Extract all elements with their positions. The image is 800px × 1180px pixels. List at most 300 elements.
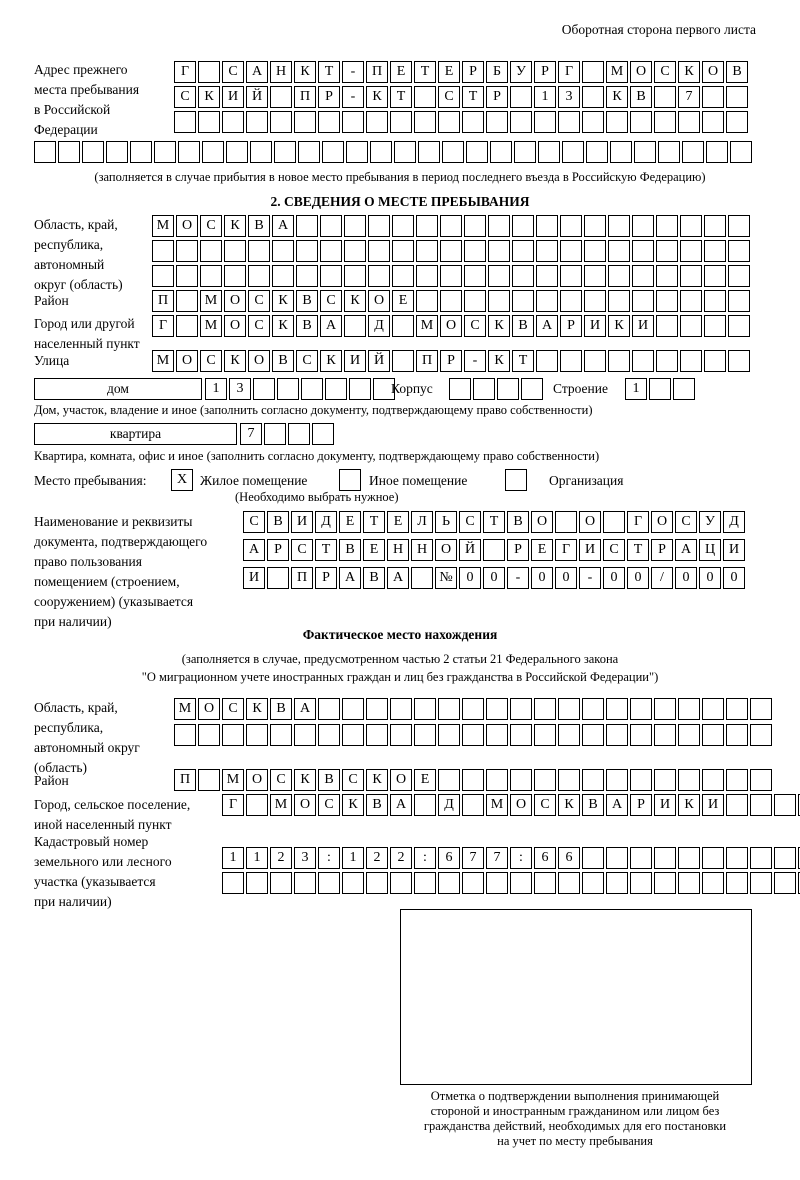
char-cell[interactable]: В xyxy=(248,215,270,237)
char-cell[interactable] xyxy=(392,265,414,287)
char-cell[interactable]: 1 xyxy=(625,378,647,400)
char-cell[interactable] xyxy=(630,724,652,746)
char-cell[interactable] xyxy=(726,769,748,791)
char-cell[interactable]: В xyxy=(318,769,340,791)
char-cell[interactable]: В xyxy=(270,698,292,720)
char-cell[interactable]: И xyxy=(632,315,654,337)
char-cell[interactable] xyxy=(486,724,508,746)
char-cell[interactable]: Л xyxy=(411,511,433,533)
char-cell[interactable]: С xyxy=(534,794,556,816)
char-cell[interactable] xyxy=(774,847,796,869)
char-cell[interactable]: У xyxy=(699,511,721,533)
char-cell[interactable]: И xyxy=(654,794,676,816)
char-cell[interactable] xyxy=(680,215,702,237)
actual-region-row-1[interactable] xyxy=(174,698,774,720)
char-cell[interactable]: С xyxy=(320,290,342,312)
char-cell[interactable] xyxy=(558,698,580,720)
char-cell[interactable] xyxy=(274,141,296,163)
place-type-checkbox-other[interactable] xyxy=(339,469,361,491)
char-cell[interactable]: / xyxy=(651,567,673,589)
char-cell[interactable] xyxy=(488,265,510,287)
char-cell[interactable] xyxy=(198,111,220,133)
char-cell[interactable] xyxy=(774,872,796,894)
char-cell[interactable]: М xyxy=(152,350,174,372)
char-cell[interactable] xyxy=(704,240,726,262)
char-cell[interactable]: К xyxy=(246,698,268,720)
char-cell[interactable] xyxy=(392,315,414,337)
char-cell[interactable]: О xyxy=(630,61,652,83)
char-cell[interactable] xyxy=(702,872,724,894)
char-cell[interactable] xyxy=(248,240,270,262)
char-cell[interactable] xyxy=(488,240,510,262)
char-cell[interactable] xyxy=(294,872,316,894)
char-cell[interactable]: И xyxy=(579,539,601,561)
char-cell[interactable] xyxy=(298,141,320,163)
char-cell[interactable] xyxy=(560,215,582,237)
char-cell[interactable] xyxy=(464,215,486,237)
place-type-checkbox-organization[interactable] xyxy=(505,469,527,491)
char-cell[interactable] xyxy=(440,265,462,287)
char-cell[interactable] xyxy=(222,111,244,133)
char-cell[interactable]: Г xyxy=(152,315,174,337)
char-cell[interactable]: К xyxy=(272,315,294,337)
char-cell[interactable] xyxy=(130,141,152,163)
char-cell[interactable]: О xyxy=(579,511,601,533)
char-cell[interactable]: Е xyxy=(387,511,409,533)
char-cell[interactable] xyxy=(370,141,392,163)
char-cell[interactable]: П xyxy=(152,290,174,312)
char-cell[interactable] xyxy=(603,511,625,533)
char-cell[interactable] xyxy=(366,872,388,894)
char-cell[interactable] xyxy=(464,265,486,287)
place-type-checkbox-residential[interactable]: X xyxy=(171,469,193,491)
char-cell[interactable]: В xyxy=(630,86,652,108)
house-number-boxes[interactable] xyxy=(205,378,397,400)
char-cell[interactable] xyxy=(510,86,532,108)
char-cell[interactable]: С xyxy=(291,539,313,561)
char-cell[interactable] xyxy=(630,769,652,791)
char-cell[interactable]: М xyxy=(174,698,196,720)
char-cell[interactable]: Р xyxy=(507,539,529,561)
char-cell[interactable] xyxy=(584,265,606,287)
char-cell[interactable] xyxy=(750,872,772,894)
char-cell[interactable]: Е xyxy=(438,61,460,83)
char-cell[interactable] xyxy=(438,698,460,720)
char-cell[interactable] xyxy=(246,111,268,133)
char-cell[interactable] xyxy=(344,240,366,262)
char-cell[interactable] xyxy=(555,511,577,533)
char-cell[interactable] xyxy=(174,724,196,746)
actual-city-row[interactable] xyxy=(222,794,800,816)
char-cell[interactable]: К xyxy=(558,794,580,816)
char-cell[interactable] xyxy=(536,350,558,372)
char-cell[interactable]: Т xyxy=(363,511,385,533)
char-cell[interactable] xyxy=(608,215,630,237)
char-cell[interactable]: Д xyxy=(315,511,337,533)
char-cell[interactable] xyxy=(680,350,702,372)
char-cell[interactable] xyxy=(368,215,390,237)
char-cell[interactable] xyxy=(296,215,318,237)
char-cell[interactable] xyxy=(610,141,632,163)
char-cell[interactable]: Р xyxy=(560,315,582,337)
char-cell[interactable]: Р xyxy=(462,61,484,83)
char-cell[interactable]: В xyxy=(296,290,318,312)
char-cell[interactable]: И xyxy=(222,86,244,108)
char-cell[interactable] xyxy=(606,872,628,894)
char-cell[interactable] xyxy=(488,290,510,312)
char-cell[interactable]: В xyxy=(363,567,385,589)
char-cell[interactable]: Д xyxy=(723,511,745,533)
char-cell[interactable] xyxy=(728,240,750,262)
char-cell[interactable]: Т xyxy=(483,511,505,533)
char-cell[interactable] xyxy=(267,567,289,589)
char-cell[interactable]: М xyxy=(486,794,508,816)
char-cell[interactable]: К xyxy=(606,86,628,108)
char-cell[interactable]: В xyxy=(507,511,529,533)
char-cell[interactable] xyxy=(294,724,316,746)
char-cell[interactable] xyxy=(726,794,748,816)
char-cell[interactable] xyxy=(678,111,700,133)
char-cell[interactable] xyxy=(654,847,676,869)
char-cell[interactable]: И xyxy=(243,567,265,589)
char-cell[interactable] xyxy=(584,290,606,312)
char-cell[interactable] xyxy=(390,111,412,133)
char-cell[interactable]: У xyxy=(510,61,532,83)
char-cell[interactable] xyxy=(176,315,198,337)
char-cell[interactable]: Й xyxy=(246,86,268,108)
char-cell[interactable] xyxy=(394,141,416,163)
char-cell[interactable]: И xyxy=(584,315,606,337)
char-cell[interactable] xyxy=(486,872,508,894)
char-cell[interactable] xyxy=(198,61,220,83)
char-cell[interactable] xyxy=(702,86,724,108)
char-cell[interactable] xyxy=(264,423,286,445)
char-cell[interactable] xyxy=(473,378,495,400)
char-cell[interactable] xyxy=(512,215,534,237)
char-cell[interactable] xyxy=(606,769,628,791)
char-cell[interactable] xyxy=(416,265,438,287)
char-cell[interactable] xyxy=(174,111,196,133)
char-cell[interactable]: О xyxy=(440,315,462,337)
char-cell[interactable] xyxy=(750,794,772,816)
char-cell[interactable]: Р xyxy=(267,539,289,561)
char-cell[interactable]: О xyxy=(246,769,268,791)
char-cell[interactable]: Т xyxy=(414,61,436,83)
char-cell[interactable] xyxy=(510,769,532,791)
char-cell[interactable]: 0 xyxy=(483,567,505,589)
char-cell[interactable] xyxy=(342,724,364,746)
char-cell[interactable] xyxy=(200,240,222,262)
char-cell[interactable] xyxy=(226,141,248,163)
char-cell[interactable] xyxy=(582,111,604,133)
char-cell[interactable] xyxy=(320,240,342,262)
char-cell[interactable]: А xyxy=(606,794,628,816)
char-cell[interactable]: К xyxy=(224,350,246,372)
char-cell[interactable]: 3 xyxy=(558,86,580,108)
char-cell[interactable] xyxy=(680,315,702,337)
char-cell[interactable] xyxy=(536,240,558,262)
char-cell[interactable]: К xyxy=(294,61,316,83)
char-cell[interactable]: 7 xyxy=(678,86,700,108)
char-cell[interactable] xyxy=(630,872,652,894)
char-cell[interactable] xyxy=(152,240,174,262)
char-cell[interactable]: Р xyxy=(315,567,337,589)
char-cell[interactable] xyxy=(246,872,268,894)
char-cell[interactable] xyxy=(608,350,630,372)
char-cell[interactable]: 1 xyxy=(222,847,244,869)
char-cell[interactable]: Р xyxy=(534,61,556,83)
char-cell[interactable] xyxy=(558,111,580,133)
char-cell[interactable]: 1 xyxy=(342,847,364,869)
char-cell[interactable] xyxy=(318,111,340,133)
char-cell[interactable] xyxy=(704,315,726,337)
char-cell[interactable]: К xyxy=(224,215,246,237)
char-cell[interactable]: - xyxy=(342,86,364,108)
char-cell[interactable]: М xyxy=(222,769,244,791)
char-cell[interactable] xyxy=(562,141,584,163)
char-cell[interactable]: К xyxy=(344,290,366,312)
char-cell[interactable] xyxy=(272,265,294,287)
char-cell[interactable] xyxy=(392,215,414,237)
char-cell[interactable]: Г xyxy=(558,61,580,83)
char-cell[interactable] xyxy=(301,378,323,400)
char-cell[interactable] xyxy=(416,240,438,262)
char-cell[interactable]: К xyxy=(678,61,700,83)
char-cell[interactable] xyxy=(632,290,654,312)
char-cell[interactable] xyxy=(440,215,462,237)
char-cell[interactable]: О xyxy=(176,350,198,372)
char-cell[interactable]: 7 xyxy=(240,423,262,445)
char-cell[interactable] xyxy=(296,265,318,287)
char-cell[interactable] xyxy=(178,141,200,163)
actual-region-row-2[interactable] xyxy=(174,724,774,746)
char-cell[interactable]: О xyxy=(510,794,532,816)
char-cell[interactable]: С xyxy=(200,350,222,372)
char-cell[interactable] xyxy=(82,141,104,163)
char-cell[interactable] xyxy=(414,794,436,816)
char-cell[interactable]: Т xyxy=(627,539,649,561)
char-cell[interactable] xyxy=(728,315,750,337)
char-cell[interactable] xyxy=(270,86,292,108)
char-cell[interactable] xyxy=(462,724,484,746)
region-row-2[interactable] xyxy=(152,240,752,262)
char-cell[interactable] xyxy=(706,141,728,163)
char-cell[interactable] xyxy=(656,350,678,372)
char-cell[interactable]: А xyxy=(320,315,342,337)
char-cell[interactable]: П xyxy=(366,61,388,83)
char-cell[interactable]: Е xyxy=(339,511,361,533)
char-cell[interactable] xyxy=(560,350,582,372)
prev-address-row-1[interactable] xyxy=(174,61,750,83)
char-cell[interactable] xyxy=(632,265,654,287)
district-row[interactable] xyxy=(152,290,752,312)
char-cell[interactable]: А xyxy=(390,794,412,816)
char-cell[interactable] xyxy=(510,724,532,746)
char-cell[interactable]: 0 xyxy=(675,567,697,589)
char-cell[interactable]: О xyxy=(435,539,457,561)
char-cell[interactable] xyxy=(584,240,606,262)
actual-district-row[interactable] xyxy=(174,769,774,791)
char-cell[interactable] xyxy=(630,698,652,720)
char-cell[interactable]: С xyxy=(222,61,244,83)
char-cell[interactable] xyxy=(630,111,652,133)
char-cell[interactable]: О xyxy=(198,698,220,720)
char-cell[interactable] xyxy=(342,698,364,720)
char-cell[interactable]: 2 xyxy=(366,847,388,869)
char-cell[interactable] xyxy=(344,215,366,237)
char-cell[interactable]: 0 xyxy=(627,567,649,589)
char-cell[interactable] xyxy=(466,141,488,163)
char-cell[interactable] xyxy=(702,111,724,133)
char-cell[interactable] xyxy=(277,378,299,400)
char-cell[interactable] xyxy=(726,86,748,108)
char-cell[interactable]: А xyxy=(246,61,268,83)
char-cell[interactable]: К xyxy=(272,290,294,312)
char-cell[interactable] xyxy=(654,698,676,720)
char-cell[interactable]: Е xyxy=(531,539,553,561)
char-cell[interactable] xyxy=(630,847,652,869)
char-cell[interactable] xyxy=(656,265,678,287)
char-cell[interactable] xyxy=(514,141,536,163)
char-cell[interactable] xyxy=(730,141,752,163)
char-cell[interactable] xyxy=(438,872,460,894)
char-cell[interactable] xyxy=(154,141,176,163)
char-cell[interactable]: Н xyxy=(270,61,292,83)
cadastral-row-1[interactable] xyxy=(222,847,800,869)
char-cell[interactable]: 0 xyxy=(459,567,481,589)
char-cell[interactable] xyxy=(414,111,436,133)
char-cell[interactable]: Г xyxy=(627,511,649,533)
char-cell[interactable] xyxy=(342,111,364,133)
char-cell[interactable]: № xyxy=(435,567,457,589)
char-cell[interactable] xyxy=(654,86,676,108)
document-row-3[interactable] xyxy=(243,567,747,589)
char-cell[interactable] xyxy=(366,724,388,746)
char-cell[interactable]: С xyxy=(675,511,697,533)
char-cell[interactable]: К xyxy=(198,86,220,108)
char-cell[interactable] xyxy=(678,698,700,720)
char-cell[interactable]: И xyxy=(723,539,745,561)
char-cell[interactable] xyxy=(416,215,438,237)
char-cell[interactable]: О xyxy=(531,511,553,533)
char-cell[interactable]: Р xyxy=(630,794,652,816)
char-cell[interactable]: О xyxy=(224,315,246,337)
char-cell[interactable]: Й xyxy=(368,350,390,372)
char-cell[interactable]: С xyxy=(464,315,486,337)
char-cell[interactable] xyxy=(726,698,748,720)
char-cell[interactable] xyxy=(318,724,340,746)
char-cell[interactable] xyxy=(510,111,532,133)
char-cell[interactable]: С xyxy=(603,539,625,561)
flat-boxes[interactable] xyxy=(240,423,336,445)
char-cell[interactable] xyxy=(680,240,702,262)
char-cell[interactable] xyxy=(682,141,704,163)
char-cell[interactable]: 2 xyxy=(270,847,292,869)
char-cell[interactable]: Й xyxy=(459,539,481,561)
char-cell[interactable]: 6 xyxy=(558,847,580,869)
char-cell[interactable]: В xyxy=(582,794,604,816)
char-cell[interactable]: 0 xyxy=(603,567,625,589)
char-cell[interactable] xyxy=(296,240,318,262)
char-cell[interactable]: Р xyxy=(440,350,462,372)
char-cell[interactable] xyxy=(750,724,772,746)
char-cell[interactable] xyxy=(318,872,340,894)
char-cell[interactable] xyxy=(34,141,56,163)
char-cell[interactable] xyxy=(438,769,460,791)
char-cell[interactable] xyxy=(726,872,748,894)
char-cell[interactable] xyxy=(462,698,484,720)
char-cell[interactable] xyxy=(512,265,534,287)
char-cell[interactable]: П xyxy=(291,567,313,589)
char-cell[interactable] xyxy=(673,378,695,400)
char-cell[interactable]: К xyxy=(608,315,630,337)
char-cell[interactable]: С xyxy=(248,315,270,337)
char-cell[interactable] xyxy=(584,350,606,372)
char-cell[interactable] xyxy=(678,847,700,869)
char-cell[interactable] xyxy=(344,315,366,337)
char-cell[interactable] xyxy=(521,378,543,400)
char-cell[interactable] xyxy=(582,847,604,869)
char-cell[interactable]: М xyxy=(200,315,222,337)
document-row-2[interactable] xyxy=(243,539,747,561)
char-cell[interactable] xyxy=(536,265,558,287)
char-cell[interactable] xyxy=(678,769,700,791)
char-cell[interactable]: М xyxy=(416,315,438,337)
char-cell[interactable] xyxy=(680,290,702,312)
prev-address-row-3[interactable] xyxy=(174,111,750,133)
char-cell[interactable] xyxy=(483,539,505,561)
char-cell[interactable] xyxy=(449,378,471,400)
char-cell[interactable]: 0 xyxy=(531,567,553,589)
char-cell[interactable] xyxy=(442,141,464,163)
char-cell[interactable] xyxy=(312,423,334,445)
char-cell[interactable] xyxy=(512,290,534,312)
char-cell[interactable] xyxy=(702,724,724,746)
char-cell[interactable] xyxy=(411,567,433,589)
char-cell[interactable] xyxy=(558,724,580,746)
char-cell[interactable] xyxy=(270,111,292,133)
char-cell[interactable] xyxy=(654,769,676,791)
char-cell[interactable]: Т xyxy=(390,86,412,108)
char-cell[interactable] xyxy=(632,350,654,372)
char-cell[interactable] xyxy=(320,215,342,237)
char-cell[interactable]: Т xyxy=(462,86,484,108)
char-cell[interactable] xyxy=(368,240,390,262)
char-cell[interactable]: О xyxy=(294,794,316,816)
char-cell[interactable]: В xyxy=(726,61,748,83)
char-cell[interactable] xyxy=(462,872,484,894)
char-cell[interactable] xyxy=(346,141,368,163)
char-cell[interactable]: 6 xyxy=(438,847,460,869)
char-cell[interactable] xyxy=(342,872,364,894)
char-cell[interactable] xyxy=(322,141,344,163)
char-cell[interactable] xyxy=(678,872,700,894)
char-cell[interactable] xyxy=(462,769,484,791)
char-cell[interactable] xyxy=(253,378,275,400)
char-cell[interactable] xyxy=(464,290,486,312)
char-cell[interactable] xyxy=(222,872,244,894)
char-cell[interactable] xyxy=(728,350,750,372)
char-cell[interactable]: К xyxy=(294,769,316,791)
char-cell[interactable]: А xyxy=(339,567,361,589)
char-cell[interactable]: О xyxy=(224,290,246,312)
char-cell[interactable] xyxy=(534,724,556,746)
char-cell[interactable] xyxy=(325,378,347,400)
char-cell[interactable] xyxy=(270,724,292,746)
char-cell[interactable]: К xyxy=(366,86,388,108)
char-cell[interactable] xyxy=(510,872,532,894)
char-cell[interactable]: С xyxy=(222,698,244,720)
